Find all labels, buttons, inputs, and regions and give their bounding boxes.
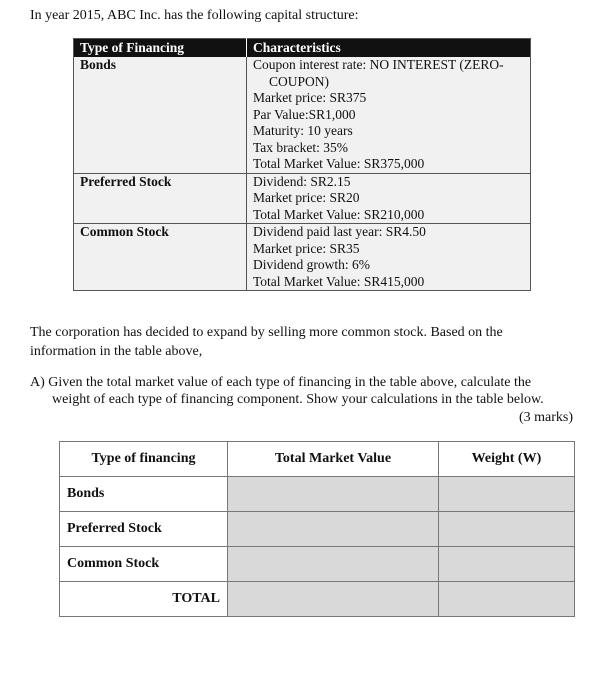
question-line-2: weight of each type of financing component. Show your calculations in the table below. — [52, 392, 544, 407]
table-row-common — [74, 224, 531, 291]
header-characteristics: Characteristics — [247, 39, 531, 58]
row-type: Bonds — [74, 57, 247, 173]
answer-header-type: Type of financing — [60, 442, 228, 477]
char-line: Market price: SR375 — [253, 90, 367, 105]
answer-weight-cell[interactable] — [438, 477, 574, 512]
answer-value-cell[interactable] — [228, 512, 439, 547]
answer-weight-cell[interactable] — [438, 512, 574, 547]
answer-value-cell[interactable] — [228, 547, 439, 582]
char-line: Dividend growth: 6% — [253, 257, 370, 272]
question-line-1: A) Given the total market value of each type of financing in the table above, calculate the — [30, 375, 532, 390]
row-characteristics — [247, 224, 531, 291]
char-line: Par Value:SR1,000 — [253, 106, 356, 122]
answer-row-label: Preferred Stock — [60, 512, 228, 547]
answer-header-value: Total Market Value — [228, 442, 439, 477]
table-row-preferred — [74, 173, 531, 224]
total-value-cell[interactable] — [228, 582, 439, 617]
char-line: Market price: SR20 — [253, 190, 360, 205]
answer-row — [60, 477, 575, 512]
question-a — [30, 374, 576, 408]
header-type: Type of Financing — [74, 39, 247, 58]
total-label: TOTAL — [60, 582, 228, 617]
answer-header-weight: Weight (W) — [438, 442, 574, 477]
answer-table — [59, 441, 575, 617]
row-characteristics — [247, 57, 531, 173]
table-row-bonds — [74, 57, 531, 173]
answer-value-cell[interactable] — [228, 477, 439, 512]
table-header-row — [74, 39, 531, 58]
total-weight-cell[interactable] — [438, 582, 574, 617]
row-characteristics — [247, 173, 531, 224]
row-type: Preferred Stock — [74, 173, 247, 224]
answer-total-row — [60, 582, 575, 617]
char-line: COUPON) — [269, 73, 330, 89]
char-line: Total Market Value: SR415,000 — [253, 273, 425, 289]
context-paragraph: The corporation has decided to expand by selling more common stock. Based on the information in the table above, — [30, 325, 503, 359]
answer-row-label: Bonds — [60, 477, 228, 512]
char-line: Tax bracket: 35% — [253, 139, 349, 155]
answer-row — [60, 547, 575, 582]
char-line: Total Market Value: SR375,000 — [253, 156, 425, 171]
answer-weight-cell[interactable] — [438, 547, 574, 582]
char-line: Dividend paid last year: SR4.50 — [253, 224, 426, 239]
answer-row-label: Common Stock — [60, 547, 228, 582]
char-line: Maturity: 10 years — [253, 123, 353, 138]
row-type: Common Stock — [74, 224, 247, 291]
char-line: Total Market Value: SR210,000 — [253, 206, 425, 222]
marks-label: (3 marks) — [518, 410, 573, 425]
char-line: Market price: SR35 — [253, 240, 360, 256]
answer-row — [60, 512, 575, 547]
answer-header-row — [60, 442, 575, 477]
capital-structure-table — [73, 38, 531, 291]
char-line: Coupon interest rate: NO INTEREST (ZERO- — [253, 57, 504, 72]
intro-text: In year 2015, ABC Inc. has the following capital structure: — [30, 8, 359, 23]
char-line: Dividend: SR2.15 — [253, 173, 351, 189]
